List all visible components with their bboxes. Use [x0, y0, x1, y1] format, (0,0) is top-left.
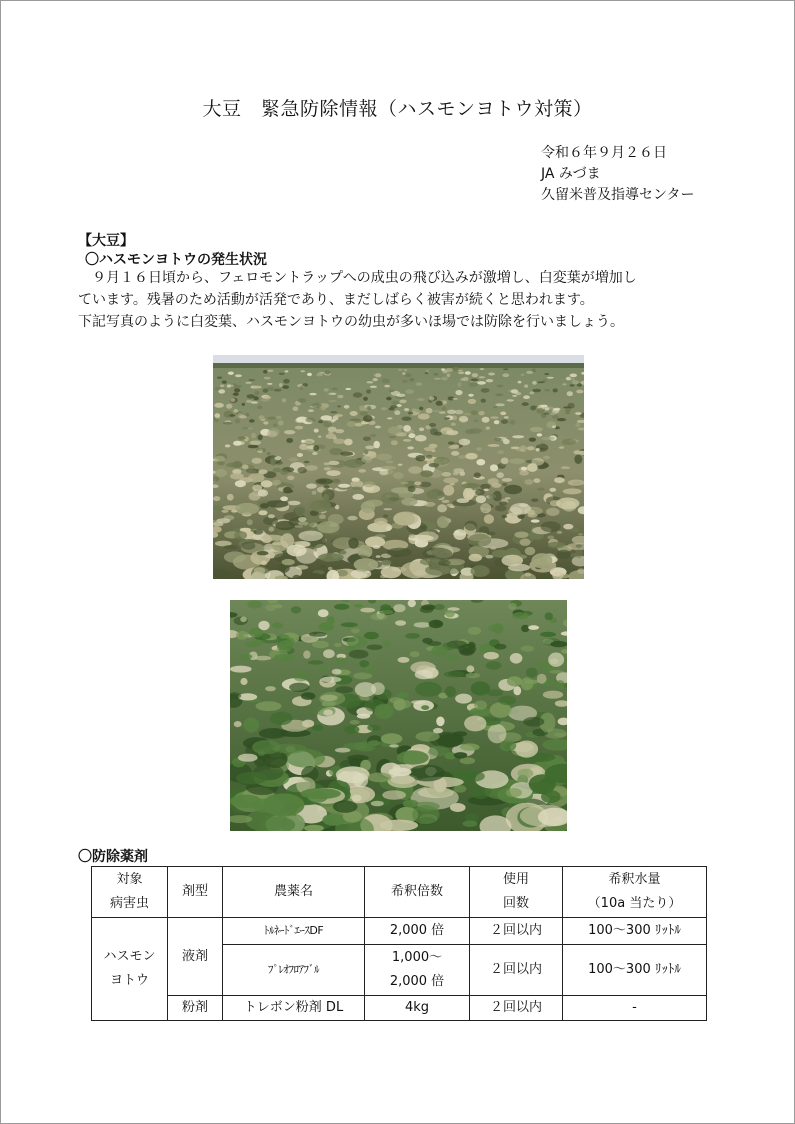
header-target: 対象 病害虫: [92, 867, 168, 918]
dilution-cell: 4kg: [365, 996, 470, 1021]
issue-date: 令和６年９月２６日: [541, 145, 667, 161]
times-cell: ２回以内: [470, 945, 563, 996]
section-control-heading: 〇防除薬剤: [78, 849, 148, 865]
times-cell: ２回以内: [470, 996, 563, 1021]
section-status-heading: 〇ハスモンヨトウの発生状況: [85, 252, 267, 268]
field-photo-wide: [213, 355, 584, 579]
dilution-cell: 2,000 倍: [365, 918, 470, 945]
product-name: ﾄﾙﾈｰﾄﾞｴｰｽDF: [223, 918, 365, 945]
table-row: [92, 918, 707, 945]
water-cell: 100～300 ﾘｯﾄﾙ: [563, 945, 707, 996]
issuer-org: JA みづま: [541, 166, 601, 182]
body-line: ています。残暑のため活動が活発であり、まだしばらく被害が続くと思われます。: [78, 292, 594, 308]
issuer-block: [541, 143, 694, 206]
header-form: 剤型: [168, 867, 223, 918]
document-title: 大豆 緊急防除情報（ハスモンヨトウ対策）: [202, 98, 593, 120]
product-name: ﾌﾟﾚｵﾌﾛｱﾌﾞﾙ: [223, 945, 365, 996]
header-dilution: 希釈倍数: [365, 867, 470, 918]
header-water: 希釈水量 （10a 当たり）: [563, 867, 707, 918]
dilution-cell: 1,000～ 2,000 倍: [365, 945, 470, 996]
pest-cell: ハスモン ヨトウ: [92, 918, 168, 1021]
issuer-center: 久留米普及指導センター: [541, 187, 695, 203]
form-powder-cell: 粉剤: [168, 996, 223, 1021]
section-crop-heading: 【大豆】: [78, 233, 134, 249]
body-line: ９月１６日頃から、フェロモントラップへの成虫の飛び込みが激増し、白変葉が増加し: [78, 270, 637, 286]
header-name: 農薬名: [223, 867, 365, 918]
times-cell: ２回以内: [470, 918, 563, 945]
header-use-count: 使用 回数: [470, 867, 563, 918]
water-cell: -: [563, 996, 707, 1021]
body-line: 下記写真のように白変葉、ハスモンヨトウの幼虫が多いほ場では防除を行いましょう。: [78, 314, 624, 330]
water-cell: 100～300 ﾘｯﾄﾙ: [563, 918, 707, 945]
product-name: トレボン粉剤 DL: [223, 996, 365, 1021]
field-photo-closeup: [230, 600, 567, 831]
table-row: [92, 996, 707, 1021]
pesticide-table: [91, 866, 707, 1021]
status-paragraph: [78, 267, 728, 333]
table-header-row: [92, 867, 707, 918]
form-liquid-cell: 液剤: [168, 918, 223, 996]
